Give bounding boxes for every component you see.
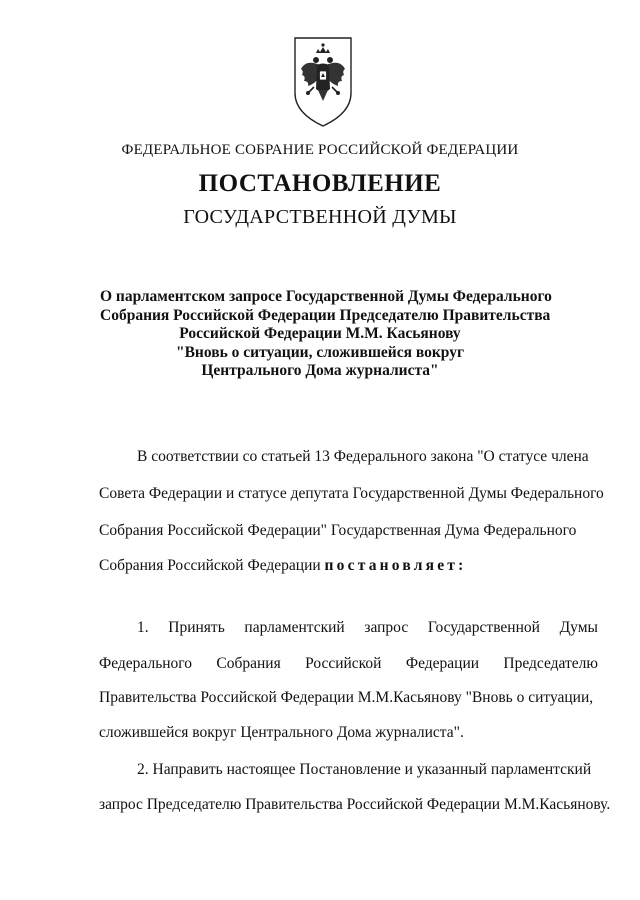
organization-name: ФЕДЕРАЛЬНОЕ СОБРАНИЕ РОССИЙСКОЙ ФЕДЕРАЦИИ: [121, 142, 519, 158]
word: запрос: [364, 619, 409, 636]
item-1-line-3: Правительства Российской Федерации М.М.Касьянову "Вновь о ситуации,: [99, 689, 594, 706]
word: Федерального: [99, 655, 193, 672]
item-1-line-1: [99, 618, 598, 638]
item-1-line-4: сложившейся вокруг Центрального Дома журналиста".: [99, 724, 464, 741]
subject-line: О парламентском запросе Государственной Думы Федерального: [100, 288, 552, 305]
document-subject: [100, 288, 552, 381]
item-number: 1.: [137, 619, 149, 636]
word: Федерации: [405, 655, 480, 672]
document-type-title: ПОСТАНОВЛЕНИЕ: [198, 170, 442, 197]
preamble-line: В соответствии со статьей 13 Федерального закона "О статусе члена: [137, 448, 589, 465]
item-2-line-2: запрос Председателю Правительства Российской Федерации М.М.Касьянову.: [99, 796, 611, 813]
item-2-line-1: 2. Направить настоящее Постановление и указанный парламентский: [137, 761, 592, 778]
preamble-text: Собрания Российской Федерации: [99, 557, 325, 574]
word: Думы: [559, 619, 598, 636]
preamble-line: Собрания Российской Федерации" Государственная Дума Федерального: [99, 522, 577, 539]
preamble-line: [99, 556, 598, 576]
subject-line: Собрания Российской Федерации Председателю Правительства: [100, 306, 551, 324]
item-1-line-2: [99, 654, 598, 674]
word: Собрания: [216, 655, 281, 672]
word: Российской: [305, 655, 382, 672]
russian-coat-of-arms-icon: [292, 35, 354, 129]
subject-line: Центрального Дома журналиста": [201, 362, 439, 379]
resolves-keyword: постановляет:: [324, 557, 467, 574]
word: Государственной: [427, 619, 540, 636]
preamble-line: Совета Федерации и статусе депутата Государственной Думы Федерального: [99, 485, 604, 502]
word: Председателю: [503, 655, 598, 672]
word: Принять: [168, 619, 225, 636]
subject-line: "Вновь о ситуации, сложившейся вокруг: [175, 343, 465, 361]
word: парламентский: [244, 619, 345, 636]
document-issuer: ГОСУДАРСТВЕННОЙ ДУМЫ: [183, 206, 457, 228]
subject-line: Российской Федерации М.М. Касьянову: [179, 325, 461, 342]
